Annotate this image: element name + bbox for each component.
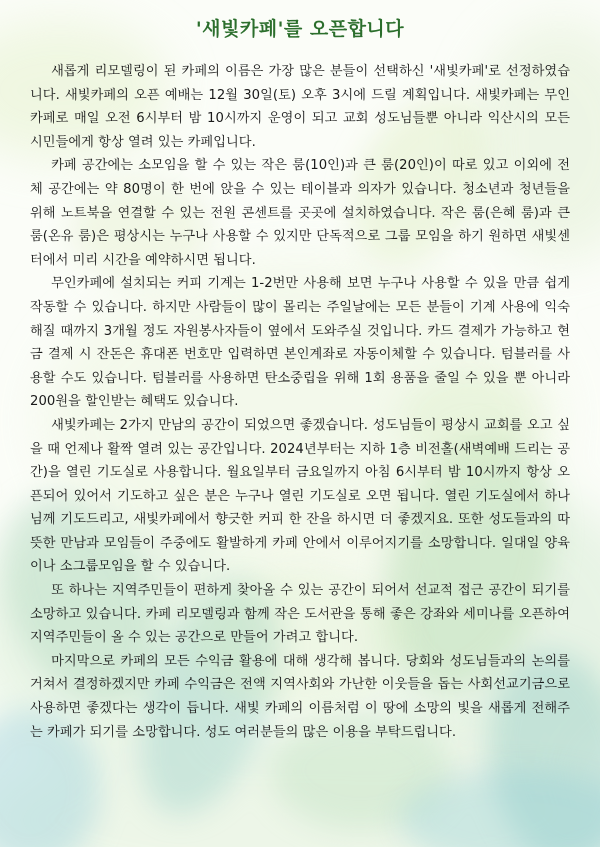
paragraph-coffee-machine: 무인카페에 설치되는 커피 기계는 1-2번만 사용해 보면 누구나 사용할 수 있을 만큼 쉽게 작동할 수 있습니다. 하지만 사람들이 많이 몰리는 주일날에는 모든 분들이 기계 사용에 익숙해질 때까지 3개월 정도 자원봉사자들이 옆에서 도와주실 것입니다. 카드 결제가 가능하고 현금 결제 시 잔돈은 휴대폰 번호만 입력하면 본인계좌로 자동이체할 수 있습니다. 텀블러를 사용할 수도 있습니다. 텀블러를 사용하면 탄소중립을 위해 1회 용품을 줄일 수 있을 뿐 아니라 200원을 할인받는 혜택도 있습니다. (30, 276, 570, 410)
paragraph-cafe-space: 카페 공간에는 소모임을 할 수 있는 작은 룸(10인)과 큰 룸(20인)이 따로 있고 이외에 전체 공간에는 약 80명이 한 번에 앉을 수 있는 테이블과 의자가 있습니다. 청소년과 청년들을 위해 노트북을 연결할 수 있는 전원 콘센트를 곳곳에 설치하였습니다. 작은 룸(은혜 룸)과 큰 룸(온유 룸)은 평상시는 누구나 사용할 수 있지만 단독적으로 그룹 모임을 하기 원하면 새빛센터에서 미리 시간을 예약하시면 됩니다. (30, 158, 570, 268)
paragraph-meeting-space: 새빛카페는 2가지 만남의 공간이 되었으면 좋겠습니다. 성도님들이 평상시 교회를 오고 싶을 때 언제나 활짝 열려 있는 공간입니다. 2024년부터는 지하 1층 비전홀(새벽예배 드리는 공간)을 열린 기도실로 사용합니다. 월요일부터 금요일까지 아침 6시부터 밤 10시까지 항상 오픈되어 있어서 기도하고 싶은 분은 누구나 열린 기도실로 오면 됩니다. 열린 기도실에서 하나님께 기도드리고, 새빛카페에서 향긋한 커피 한 잔을 하시면 더 좋겠지요. 또한 성도들과의 따뜻한 만남과 모임들이 주중에도 활발하게 카페 안에서 이루어지기를 소망합니다. 일대일 양육이나 소그룹모임을 할 수 있습니다. (30, 417, 570, 575)
article-body (30, 60, 570, 744)
paragraph-cafe-name-opening: 새롭게 리모델링이 된 카페의 이름은 가장 많은 분들이 선택하신 '새빛카페'로 선정하였습니다. 새빛카페의 오픈 예배는 12월 30일(토) 오후 3시에 드릴 계획입니다. 새빛카페는 무인카페로 매일 오전 6시부터 밤 10시까지 운영이 되고 교회 성도님들뿐 아니라 익산시의 모든 시민들에게 항상 열려 있는 카페입니다. (30, 64, 570, 150)
paragraph-proceeds: 마지막으로 카페의 모든 수익금 활용에 대해 생각해 봅니다. 당회와 성도님들과의 논의를 거쳐서 결정하겠지만 카페 수익금은 전액 지역사회와 가난한 이웃들을 돕는 사회선교기금으로 사용하면 좋겠다는 생각이 듭니다. 새빛 카페의 이름처럼 이 땅에 소망의 빛을 새롭게 전해주는 카페가 되기를 소망합니다. 성도 여러분들의 많은 이용을 부탁드립니다. (30, 653, 570, 740)
paragraph-community-space: 또 하나는 지역주민들이 편하게 찾아올 수 있는 공간이 되어서 선교적 접근 공간이 되기를 소망하고 있습니다. 카페 리모델링과 함께 작은 도서관을 통해 좋은 강좌와 세미나를 오픈하여 지역주민들이 올 수 있는 공간으로 만들어 가려고 합니다. (30, 583, 570, 646)
page-title: '새빛카페'를 오픈합니다 (195, 18, 405, 40)
